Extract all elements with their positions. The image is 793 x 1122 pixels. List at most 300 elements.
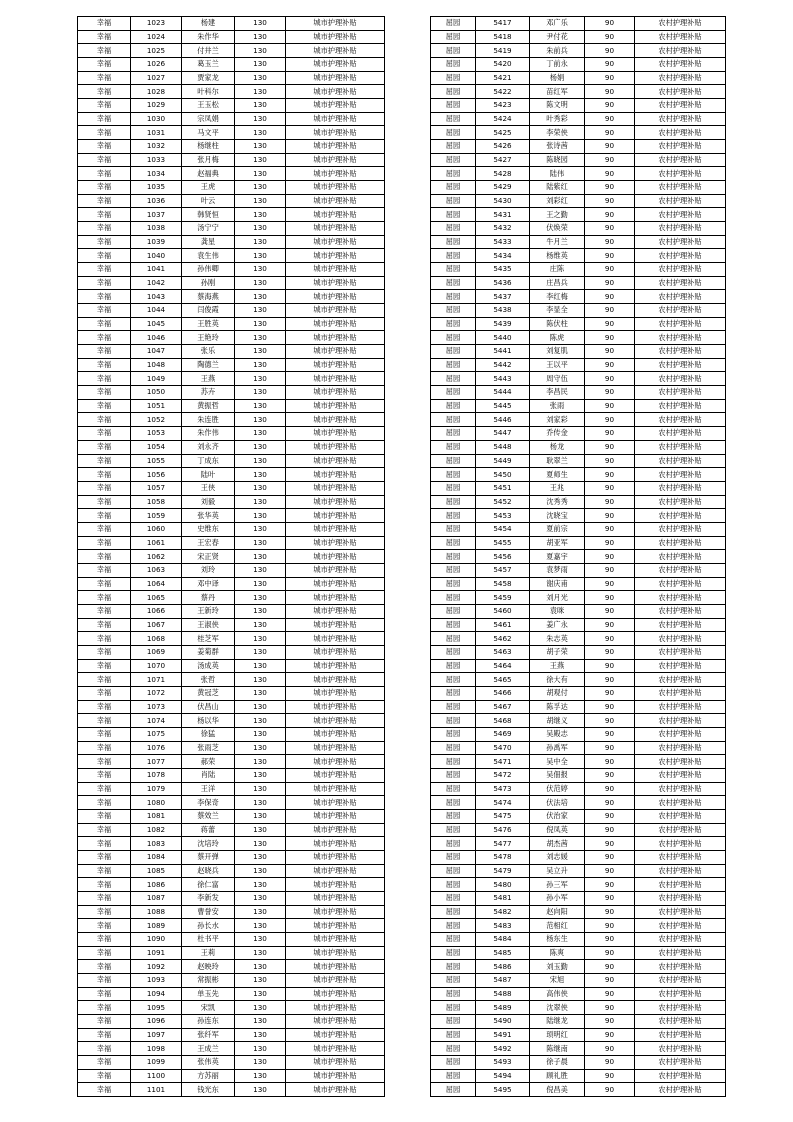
serial-number-cell: 1088 bbox=[131, 905, 182, 919]
name-cell: 杨龙 bbox=[530, 440, 585, 454]
district-cell: 幸福 bbox=[78, 809, 131, 823]
amount-cell: 90 bbox=[585, 960, 635, 974]
name-cell: 徐子晨 bbox=[530, 1056, 585, 1070]
district-cell: 幸福 bbox=[78, 112, 131, 126]
serial-number-cell: 5452 bbox=[476, 495, 530, 509]
subsidy-type-cell: 城市护理补贴 bbox=[286, 919, 385, 933]
name-cell: 伏法培 bbox=[530, 796, 585, 810]
subsidy-type-cell: 城市护理补贴 bbox=[286, 563, 385, 577]
serial-number-cell: 1044 bbox=[131, 304, 182, 318]
district-cell: 屈园 bbox=[431, 208, 476, 222]
subsidy-type-cell: 农村护理补贴 bbox=[635, 140, 726, 154]
district-cell: 屈园 bbox=[431, 782, 476, 796]
amount-cell: 90 bbox=[585, 645, 635, 659]
table-row bbox=[78, 686, 385, 700]
serial-number-cell: 1101 bbox=[131, 1083, 182, 1097]
district-cell: 屈园 bbox=[431, 960, 476, 974]
name-cell: 蔡效兰 bbox=[182, 809, 235, 823]
district-cell: 幸福 bbox=[78, 645, 131, 659]
subsidy-type-cell: 城市护理补贴 bbox=[286, 673, 385, 687]
subsidy-type-cell: 农村护理补贴 bbox=[635, 700, 726, 714]
table-row bbox=[78, 345, 385, 359]
serial-number-cell: 5428 bbox=[476, 167, 530, 181]
amount-cell: 130 bbox=[235, 700, 286, 714]
subsidy-type-cell: 农村护理补贴 bbox=[635, 427, 726, 441]
name-cell: 宋旭 bbox=[530, 974, 585, 988]
name-cell: 牛月兰 bbox=[530, 235, 585, 249]
district-cell: 幸福 bbox=[78, 577, 131, 591]
serial-number-cell: 5495 bbox=[476, 1083, 530, 1097]
district-cell: 幸福 bbox=[78, 864, 131, 878]
name-cell: 李保奇 bbox=[182, 796, 235, 810]
serial-number-cell: 1058 bbox=[131, 495, 182, 509]
table-row bbox=[431, 1028, 726, 1042]
district-cell: 屈园 bbox=[431, 153, 476, 167]
serial-number-cell: 5471 bbox=[476, 755, 530, 769]
subsidy-type-cell: 城市护理补贴 bbox=[286, 85, 385, 99]
table-row bbox=[78, 399, 385, 413]
serial-number-cell: 5417 bbox=[476, 17, 530, 31]
district-cell: 屈园 bbox=[431, 30, 476, 44]
subsidy-type-cell: 城市护理补贴 bbox=[286, 591, 385, 605]
table-row bbox=[431, 809, 726, 823]
serial-number-cell: 1086 bbox=[131, 878, 182, 892]
table-row bbox=[78, 181, 385, 195]
district-cell: 屈园 bbox=[431, 987, 476, 1001]
name-cell: 姜广永 bbox=[530, 618, 585, 632]
table-row bbox=[78, 823, 385, 837]
name-cell: 高伟侠 bbox=[530, 987, 585, 1001]
subsidy-type-cell: 城市护理补贴 bbox=[286, 427, 385, 441]
amount-cell: 130 bbox=[235, 645, 286, 659]
district-cell: 幸福 bbox=[78, 126, 131, 140]
district-cell: 屈园 bbox=[431, 1015, 476, 1029]
serial-number-cell: 5466 bbox=[476, 686, 530, 700]
amount-cell: 130 bbox=[235, 44, 286, 58]
serial-number-cell: 5475 bbox=[476, 809, 530, 823]
table-row bbox=[431, 782, 726, 796]
name-cell: 范相红 bbox=[530, 919, 585, 933]
table-row bbox=[431, 304, 726, 318]
table-row bbox=[78, 892, 385, 906]
table-row bbox=[431, 1083, 726, 1097]
table-row bbox=[78, 809, 385, 823]
serial-number-cell: 5438 bbox=[476, 304, 530, 318]
serial-number-cell: 5454 bbox=[476, 522, 530, 536]
amount-cell: 130 bbox=[235, 386, 286, 400]
table-row bbox=[431, 58, 726, 72]
subsidy-type-cell: 城市护理补贴 bbox=[286, 645, 385, 659]
subsidy-type-cell: 农村护理补贴 bbox=[635, 317, 726, 331]
amount-cell: 130 bbox=[235, 276, 286, 290]
table-row bbox=[431, 878, 726, 892]
table-row bbox=[78, 71, 385, 85]
table-row bbox=[431, 686, 726, 700]
name-cell: 曹誉安 bbox=[182, 905, 235, 919]
serial-number-cell: 5448 bbox=[476, 440, 530, 454]
serial-number-cell: 1094 bbox=[131, 987, 182, 1001]
serial-number-cell: 1078 bbox=[131, 768, 182, 782]
amount-cell: 90 bbox=[585, 263, 635, 277]
serial-number-cell: 5431 bbox=[476, 208, 530, 222]
amount-cell: 130 bbox=[235, 222, 286, 236]
left-table-body bbox=[78, 17, 385, 1097]
serial-number-cell: 5469 bbox=[476, 727, 530, 741]
table-row bbox=[431, 604, 726, 618]
subsidy-type-cell: 农村护理补贴 bbox=[635, 782, 726, 796]
serial-number-cell: 5426 bbox=[476, 140, 530, 154]
subsidy-type-cell: 农村护理补贴 bbox=[635, 591, 726, 605]
serial-number-cell: 1047 bbox=[131, 345, 182, 359]
subsidy-type-cell: 农村护理补贴 bbox=[635, 577, 726, 591]
amount-cell: 90 bbox=[585, 481, 635, 495]
amount-cell: 130 bbox=[235, 481, 286, 495]
subsidy-type-cell: 农村护理补贴 bbox=[635, 618, 726, 632]
district-cell: 屈园 bbox=[431, 768, 476, 782]
district-cell: 幸福 bbox=[78, 741, 131, 755]
serial-number-cell: 1024 bbox=[131, 30, 182, 44]
right-table-body bbox=[431, 17, 726, 1097]
subsidy-type-cell: 农村护理补贴 bbox=[635, 112, 726, 126]
amount-cell: 130 bbox=[235, 468, 286, 482]
district-cell: 幸福 bbox=[78, 850, 131, 864]
name-cell: 单玉先 bbox=[182, 987, 235, 1001]
name-cell: 夏前宗 bbox=[530, 522, 585, 536]
district-cell: 屈园 bbox=[431, 604, 476, 618]
subsidy-type-cell: 农村护理补贴 bbox=[635, 126, 726, 140]
district-cell: 幸福 bbox=[78, 167, 131, 181]
name-cell: 贾家龙 bbox=[182, 71, 235, 85]
table-row bbox=[431, 372, 726, 386]
name-cell: 葛玉兰 bbox=[182, 58, 235, 72]
serial-number-cell: 1075 bbox=[131, 727, 182, 741]
serial-number-cell: 1099 bbox=[131, 1056, 182, 1070]
district-cell: 幸福 bbox=[78, 1083, 131, 1097]
table-row bbox=[431, 919, 726, 933]
serial-number-cell: 1053 bbox=[131, 427, 182, 441]
district-cell: 幸福 bbox=[78, 604, 131, 618]
table-row bbox=[431, 222, 726, 236]
name-cell: 汤宁宁 bbox=[182, 222, 235, 236]
table-row bbox=[78, 153, 385, 167]
serial-number-cell: 5440 bbox=[476, 331, 530, 345]
name-cell: 蔡海燕 bbox=[182, 290, 235, 304]
serial-number-cell: 1056 bbox=[131, 468, 182, 482]
table-row bbox=[431, 796, 726, 810]
name-cell: 蔡开弹 bbox=[182, 850, 235, 864]
name-cell: 李新发 bbox=[182, 892, 235, 906]
subsidy-type-cell: 城市护理补贴 bbox=[286, 974, 385, 988]
table-row bbox=[431, 386, 726, 400]
subsidy-type-cell: 农村护理补贴 bbox=[635, 249, 726, 263]
serial-number-cell: 1032 bbox=[131, 140, 182, 154]
district-cell: 屈园 bbox=[431, 304, 476, 318]
name-cell: 沈秀秀 bbox=[530, 495, 585, 509]
amount-cell: 130 bbox=[235, 235, 286, 249]
amount-cell: 90 bbox=[585, 58, 635, 72]
amount-cell: 130 bbox=[235, 960, 286, 974]
subsidy-type-cell: 城市护理补贴 bbox=[286, 960, 385, 974]
table-row bbox=[431, 659, 726, 673]
district-cell: 幸福 bbox=[78, 1056, 131, 1070]
serial-number-cell: 5488 bbox=[476, 987, 530, 1001]
subsidy-type-cell: 城市护理补贴 bbox=[286, 58, 385, 72]
serial-number-cell: 1080 bbox=[131, 796, 182, 810]
district-cell: 屈园 bbox=[431, 331, 476, 345]
district-cell: 屈园 bbox=[431, 1083, 476, 1097]
district-cell: 幸福 bbox=[78, 563, 131, 577]
serial-number-cell: 5435 bbox=[476, 263, 530, 277]
name-cell: 刘玲 bbox=[182, 563, 235, 577]
amount-cell: 130 bbox=[235, 604, 286, 618]
subsidy-type-cell: 城市护理补贴 bbox=[286, 304, 385, 318]
table-row bbox=[78, 222, 385, 236]
name-cell: 王玉松 bbox=[182, 99, 235, 113]
district-cell: 幸福 bbox=[78, 714, 131, 728]
name-cell: 夏师生 bbox=[530, 468, 585, 482]
district-cell: 幸福 bbox=[78, 208, 131, 222]
serial-number-cell: 1036 bbox=[131, 194, 182, 208]
district-cell: 屈园 bbox=[431, 645, 476, 659]
amount-cell: 130 bbox=[235, 1042, 286, 1056]
table-row bbox=[78, 700, 385, 714]
serial-number-cell: 5442 bbox=[476, 358, 530, 372]
name-cell: 朱连胜 bbox=[182, 413, 235, 427]
serial-number-cell: 1049 bbox=[131, 372, 182, 386]
name-cell: 宋凯 bbox=[182, 1001, 235, 1015]
serial-number-cell: 1089 bbox=[131, 919, 182, 933]
table-row bbox=[78, 235, 385, 249]
amount-cell: 130 bbox=[235, 796, 286, 810]
name-cell: 李显全 bbox=[530, 304, 585, 318]
table-row bbox=[431, 714, 726, 728]
serial-number-cell: 1064 bbox=[131, 577, 182, 591]
amount-cell: 90 bbox=[585, 1083, 635, 1097]
table-row bbox=[431, 591, 726, 605]
serial-number-cell: 1059 bbox=[131, 509, 182, 523]
serial-number-cell: 1048 bbox=[131, 358, 182, 372]
serial-number-cell: 5476 bbox=[476, 823, 530, 837]
table-row bbox=[431, 536, 726, 550]
table-row bbox=[78, 140, 385, 154]
table-row bbox=[78, 1028, 385, 1042]
serial-number-cell: 5460 bbox=[476, 604, 530, 618]
name-cell: 朱作伟 bbox=[182, 427, 235, 441]
amount-cell: 130 bbox=[235, 974, 286, 988]
name-cell: 马文平 bbox=[182, 126, 235, 140]
name-cell: 孙刚 bbox=[182, 276, 235, 290]
name-cell: 赵福典 bbox=[182, 167, 235, 181]
name-cell: 赵映玲 bbox=[182, 960, 235, 974]
subsidy-type-cell: 农村护理补贴 bbox=[635, 1069, 726, 1083]
amount-cell: 130 bbox=[235, 208, 286, 222]
amount-cell: 130 bbox=[235, 99, 286, 113]
district-cell: 幸福 bbox=[78, 481, 131, 495]
amount-cell: 130 bbox=[235, 249, 286, 263]
table-row bbox=[431, 153, 726, 167]
serial-number-cell: 5441 bbox=[476, 345, 530, 359]
subsidy-type-cell: 农村护理补贴 bbox=[635, 892, 726, 906]
serial-number-cell: 1091 bbox=[131, 946, 182, 960]
table-row bbox=[78, 878, 385, 892]
serial-number-cell: 1100 bbox=[131, 1069, 182, 1083]
amount-cell: 90 bbox=[585, 686, 635, 700]
serial-number-cell: 1039 bbox=[131, 235, 182, 249]
name-cell: 付井兰 bbox=[182, 44, 235, 58]
district-cell: 幸福 bbox=[78, 1042, 131, 1056]
table-row bbox=[78, 468, 385, 482]
name-cell: 庄昌兵 bbox=[530, 276, 585, 290]
amount-cell: 130 bbox=[235, 399, 286, 413]
district-cell: 屈园 bbox=[431, 495, 476, 509]
table-row bbox=[431, 673, 726, 687]
amount-cell: 130 bbox=[235, 167, 286, 181]
table-row bbox=[431, 167, 726, 181]
table-row bbox=[431, 495, 726, 509]
subsidy-type-cell: 城市护理补贴 bbox=[286, 413, 385, 427]
district-cell: 屈园 bbox=[431, 591, 476, 605]
subsidy-type-cell: 农村护理补贴 bbox=[635, 755, 726, 769]
serial-number-cell: 1082 bbox=[131, 823, 182, 837]
serial-number-cell: 5462 bbox=[476, 632, 530, 646]
district-cell: 幸福 bbox=[78, 44, 131, 58]
serial-number-cell: 1071 bbox=[131, 673, 182, 687]
district-cell: 幸福 bbox=[78, 331, 131, 345]
serial-number-cell: 5490 bbox=[476, 1015, 530, 1029]
district-cell: 幸福 bbox=[78, 290, 131, 304]
name-cell: 张雨芝 bbox=[182, 741, 235, 755]
subsidy-type-cell: 城市护理补贴 bbox=[286, 686, 385, 700]
subsidy-type-cell: 农村护理补贴 bbox=[635, 960, 726, 974]
amount-cell: 90 bbox=[585, 222, 635, 236]
serial-number-cell: 1070 bbox=[131, 659, 182, 673]
serial-number-cell: 5436 bbox=[476, 276, 530, 290]
name-cell: 袁咪 bbox=[530, 604, 585, 618]
name-cell: 方苏丽 bbox=[182, 1069, 235, 1083]
amount-cell: 90 bbox=[585, 796, 635, 810]
table-row bbox=[431, 960, 726, 974]
name-cell: 陈伏柱 bbox=[530, 317, 585, 331]
subsidy-type-cell: 农村护理补贴 bbox=[635, 468, 726, 482]
amount-cell: 130 bbox=[235, 878, 286, 892]
amount-cell: 130 bbox=[235, 17, 286, 31]
subsidy-type-cell: 农村护理补贴 bbox=[635, 878, 726, 892]
name-cell: 陈孚达 bbox=[530, 700, 585, 714]
serial-number-cell: 5446 bbox=[476, 413, 530, 427]
name-cell: 孙长水 bbox=[182, 919, 235, 933]
table-row bbox=[431, 864, 726, 878]
district-cell: 屈园 bbox=[431, 700, 476, 714]
name-cell: 李红梅 bbox=[530, 290, 585, 304]
serial-number-cell: 1081 bbox=[131, 809, 182, 823]
table-row bbox=[431, 317, 726, 331]
name-cell: 黄冠芝 bbox=[182, 686, 235, 700]
district-cell: 幸福 bbox=[78, 235, 131, 249]
subsidy-type-cell: 城市护理补贴 bbox=[286, 372, 385, 386]
serial-number-cell: 1023 bbox=[131, 17, 182, 31]
serial-number-cell: 5464 bbox=[476, 659, 530, 673]
district-cell: 屈园 bbox=[431, 235, 476, 249]
amount-cell: 130 bbox=[235, 755, 286, 769]
subsidy-type-cell: 农村护理补贴 bbox=[635, 864, 726, 878]
name-cell: 闫俊霞 bbox=[182, 304, 235, 318]
amount-cell: 130 bbox=[235, 1028, 286, 1042]
serial-number-cell: 5491 bbox=[476, 1028, 530, 1042]
district-cell: 屈园 bbox=[431, 919, 476, 933]
subsidy-type-cell: 城市护理补贴 bbox=[286, 399, 385, 413]
subsidy-type-cell: 农村护理补贴 bbox=[635, 454, 726, 468]
amount-cell: 90 bbox=[585, 536, 635, 550]
name-cell: 袁梦雨 bbox=[530, 563, 585, 577]
subsidy-type-cell: 农村护理补贴 bbox=[635, 372, 726, 386]
district-cell: 幸福 bbox=[78, 686, 131, 700]
district-cell: 幸福 bbox=[78, 399, 131, 413]
name-cell: 伏昌山 bbox=[182, 700, 235, 714]
district-cell: 屈园 bbox=[431, 167, 476, 181]
district-cell: 幸福 bbox=[78, 317, 131, 331]
subsidy-type-cell: 农村护理补贴 bbox=[635, 933, 726, 947]
subsidy-type-cell: 城市护理补贴 bbox=[286, 222, 385, 236]
district-cell: 幸福 bbox=[78, 194, 131, 208]
district-cell: 屈园 bbox=[431, 249, 476, 263]
table-row bbox=[431, 194, 726, 208]
amount-cell: 90 bbox=[585, 386, 635, 400]
name-cell: 张华英 bbox=[182, 509, 235, 523]
table-row bbox=[78, 304, 385, 318]
district-cell: 幸福 bbox=[78, 140, 131, 154]
subsidy-type-cell: 农村护理补贴 bbox=[635, 58, 726, 72]
name-cell: 陈继南 bbox=[530, 1042, 585, 1056]
serial-number-cell: 1096 bbox=[131, 1015, 182, 1029]
name-cell: 王燕 bbox=[182, 372, 235, 386]
district-cell: 幸福 bbox=[78, 905, 131, 919]
subsidy-type-cell: 城市护理补贴 bbox=[286, 632, 385, 646]
district-cell: 幸福 bbox=[78, 700, 131, 714]
district-cell: 幸福 bbox=[78, 550, 131, 564]
name-cell: 胡亚军 bbox=[530, 536, 585, 550]
district-cell: 屈园 bbox=[431, 714, 476, 728]
amount-cell: 130 bbox=[235, 427, 286, 441]
name-cell: 刘家彩 bbox=[530, 413, 585, 427]
district-cell: 幸福 bbox=[78, 522, 131, 536]
subsidy-type-cell: 农村护理补贴 bbox=[635, 304, 726, 318]
district-cell: 屈园 bbox=[431, 509, 476, 523]
name-cell: 孙三军 bbox=[530, 878, 585, 892]
serial-number-cell: 1074 bbox=[131, 714, 182, 728]
district-cell: 屈园 bbox=[431, 358, 476, 372]
subsidy-type-cell: 城市护理补贴 bbox=[286, 864, 385, 878]
table-row bbox=[78, 440, 385, 454]
serial-number-cell: 1061 bbox=[131, 536, 182, 550]
district-cell: 屈园 bbox=[431, 44, 476, 58]
table-row bbox=[78, 1083, 385, 1097]
amount-cell: 90 bbox=[585, 700, 635, 714]
district-cell: 幸福 bbox=[78, 591, 131, 605]
table-row bbox=[78, 85, 385, 99]
subsidy-type-cell: 农村护理补贴 bbox=[635, 686, 726, 700]
table-row bbox=[78, 44, 385, 58]
table-row bbox=[431, 645, 726, 659]
amount-cell: 90 bbox=[585, 194, 635, 208]
subsidy-type-cell: 城市护理补贴 bbox=[286, 317, 385, 331]
subsidy-type-cell: 城市护理补贴 bbox=[286, 249, 385, 263]
name-cell: 赵向阳 bbox=[530, 905, 585, 919]
table-row bbox=[431, 85, 726, 99]
district-cell: 屈园 bbox=[431, 386, 476, 400]
serial-number-cell: 5453 bbox=[476, 509, 530, 523]
table-row bbox=[431, 181, 726, 195]
name-cell: 姜菊群 bbox=[182, 645, 235, 659]
